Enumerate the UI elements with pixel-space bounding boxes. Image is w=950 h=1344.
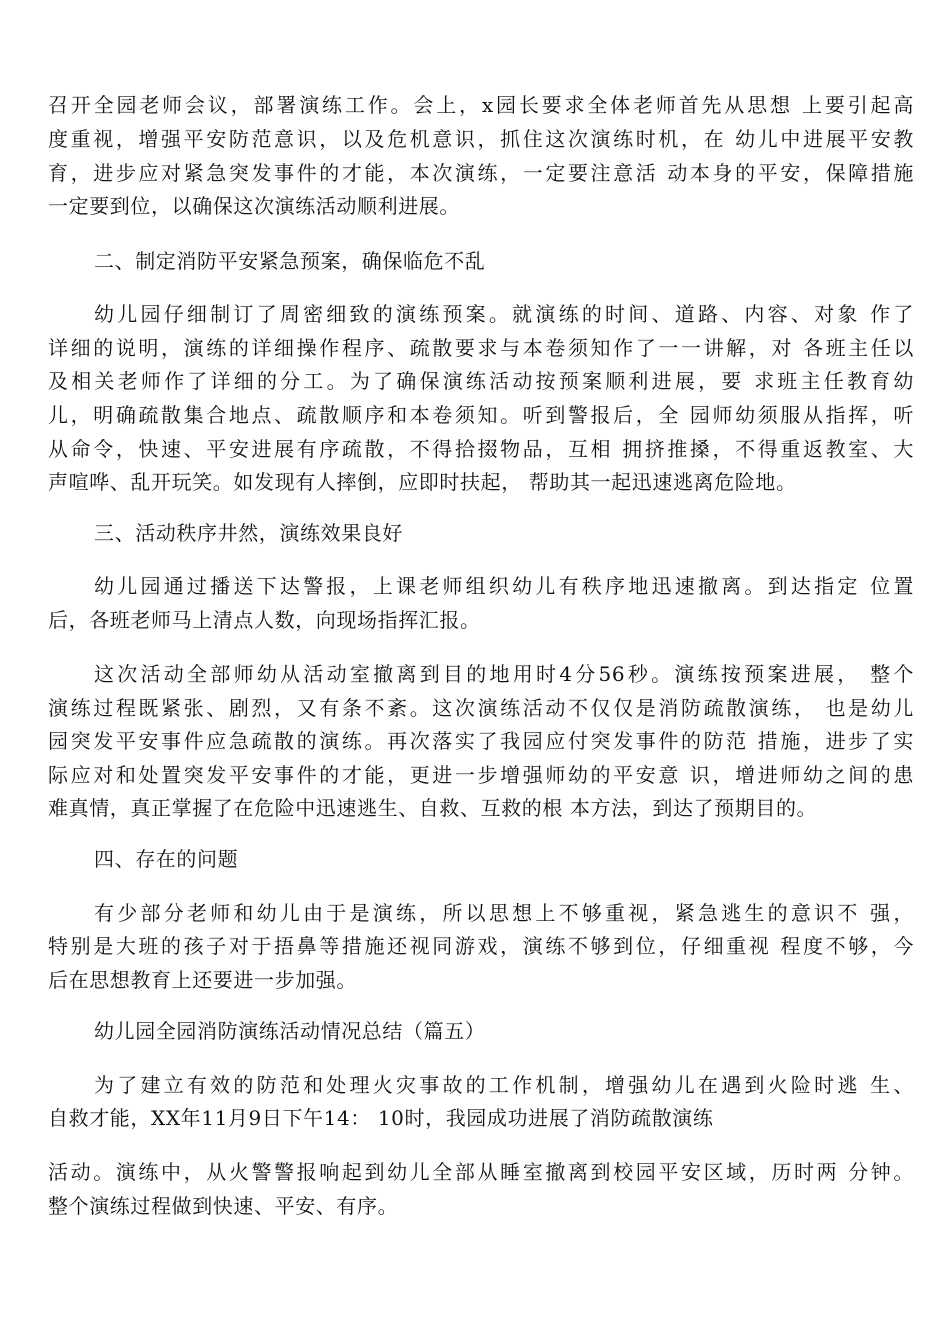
paragraph-3-line-2: 详细的说明，演练的详细操作程序、疏散要求与本卷须知作了一一讲解，对 各班主任以: [48, 336, 914, 360]
paragraph-8-line-2: 特别是大班的孩子对于捂鼻等措施还视同游戏，演练不够到位，仔细重视 程度不够，今: [48, 934, 914, 958]
section-heading-5: 幼儿园全园消防演练活动情况总结（篇五）: [94, 1019, 486, 1043]
paragraph-3-line-4: 儿，明确疏散集合地点、疏散顺序和本卷须知。听到警报后，全 园师幼须服从指挥，听: [48, 403, 914, 427]
paragraph-5-line-2: 后，各班老师马上清点人数，向现场指挥汇报。: [48, 608, 481, 632]
paragraph-1-line-4: 一定要到位，以确保这次演练活动顺利进展。: [48, 194, 460, 218]
paragraph-3-line-3: 及相关老师作了详细的分工。为了确保演练活动按预案顺利进展，要 求班主任教育幼: [48, 369, 914, 393]
paragraph-6-line-3: 园突发平安事件应急疏散的演练。再次落实了我园应付突发事件的防范 措施，进步了实: [48, 729, 914, 753]
paragraph-1-line-2: 度重视，增强平安防范意识，以及危机意识，抓住这次演练时机，在 幼儿中进展平安教: [48, 127, 914, 151]
paragraph-6-line-5: 难真情，真正掌握了在危险中迅速逃生、自救、互救的根 本方法，到达了预期目的。: [48, 796, 818, 820]
paragraph-3-line-6: 声喧哗、乱开玩笑。如发现有人摔倒，应即时扶起， 帮助其一起迅速逃离危险地。: [48, 470, 797, 494]
paragraph-11-line-1: 活动。演练中，从火警警报响起到幼儿全部从睡室撤离到校园平安区域，历时两 分钟。: [48, 1160, 914, 1184]
paragraph-6-line-4: 际应对和处置突发平安事件的才能，更进一步增强师幼的平安意 识，增进师幼之间的患: [48, 763, 914, 787]
paragraph-10-line-2: 自救才能，XX年11月9日下午14： 10时，我园成功进展了消防疏散演练: [48, 1106, 714, 1130]
paragraph-1-line-3: 育，进步应对紧急突发事件的才能，本次演练，一定要注意活 动本身的平安，保障措施: [48, 161, 914, 185]
paragraph-1-line-1: 召开全园老师会议，部署演练工作。会上，x园长要求全体老师首先从思想 上要引起高: [48, 93, 914, 117]
paragraph-6-line-2: 演练过程既紧张、剧烈，又有条不紊。这次演练活动不仅仅是消防疏散演练， 也是幼儿: [48, 696, 914, 720]
paragraph-5-line-1: 幼儿园通过播送下达警报，上课老师组织幼儿有秩序地迅速撤离。到达指定 位置: [94, 574, 914, 598]
section-heading-4: 四、存在的问题: [94, 847, 239, 871]
paragraph-10-line-1: 为了建立有效的防范和处理火灾事故的工作机制，增强幼儿在遇到火险时逃 生、: [94, 1073, 914, 1097]
paragraph-8-line-3: 后在思想教育上还要进一步加强。: [48, 968, 357, 992]
paragraph-3-line-1: 幼儿园仔细制订了周密细致的演练预案。就演练的时间、道路、内容、对象 作了: [94, 302, 914, 326]
paragraph-8-line-1: 有少部分老师和幼儿由于是演练，所以思想上不够重视，紧急逃生的意识不 强，: [94, 901, 914, 925]
paragraph-6-line-1: 这次活动全部师幼从活动室撤离到目的地用时4分56秒。演练按预案进展， 整个: [94, 662, 914, 686]
section-heading-3: 三、活动秩序井然，演练效果良好: [94, 521, 403, 545]
section-heading-2: 二、制定消防平安紧急预案，确保临危不乱: [94, 249, 486, 273]
paragraph-11-line-2: 整个演练过程做到快速、平安、有序。: [48, 1194, 399, 1218]
paragraph-3-line-5: 从命令，快速、平安进展有序疏散，不得拾掇物品，互相 拥挤推搡，不得重返教室、大: [48, 437, 914, 461]
